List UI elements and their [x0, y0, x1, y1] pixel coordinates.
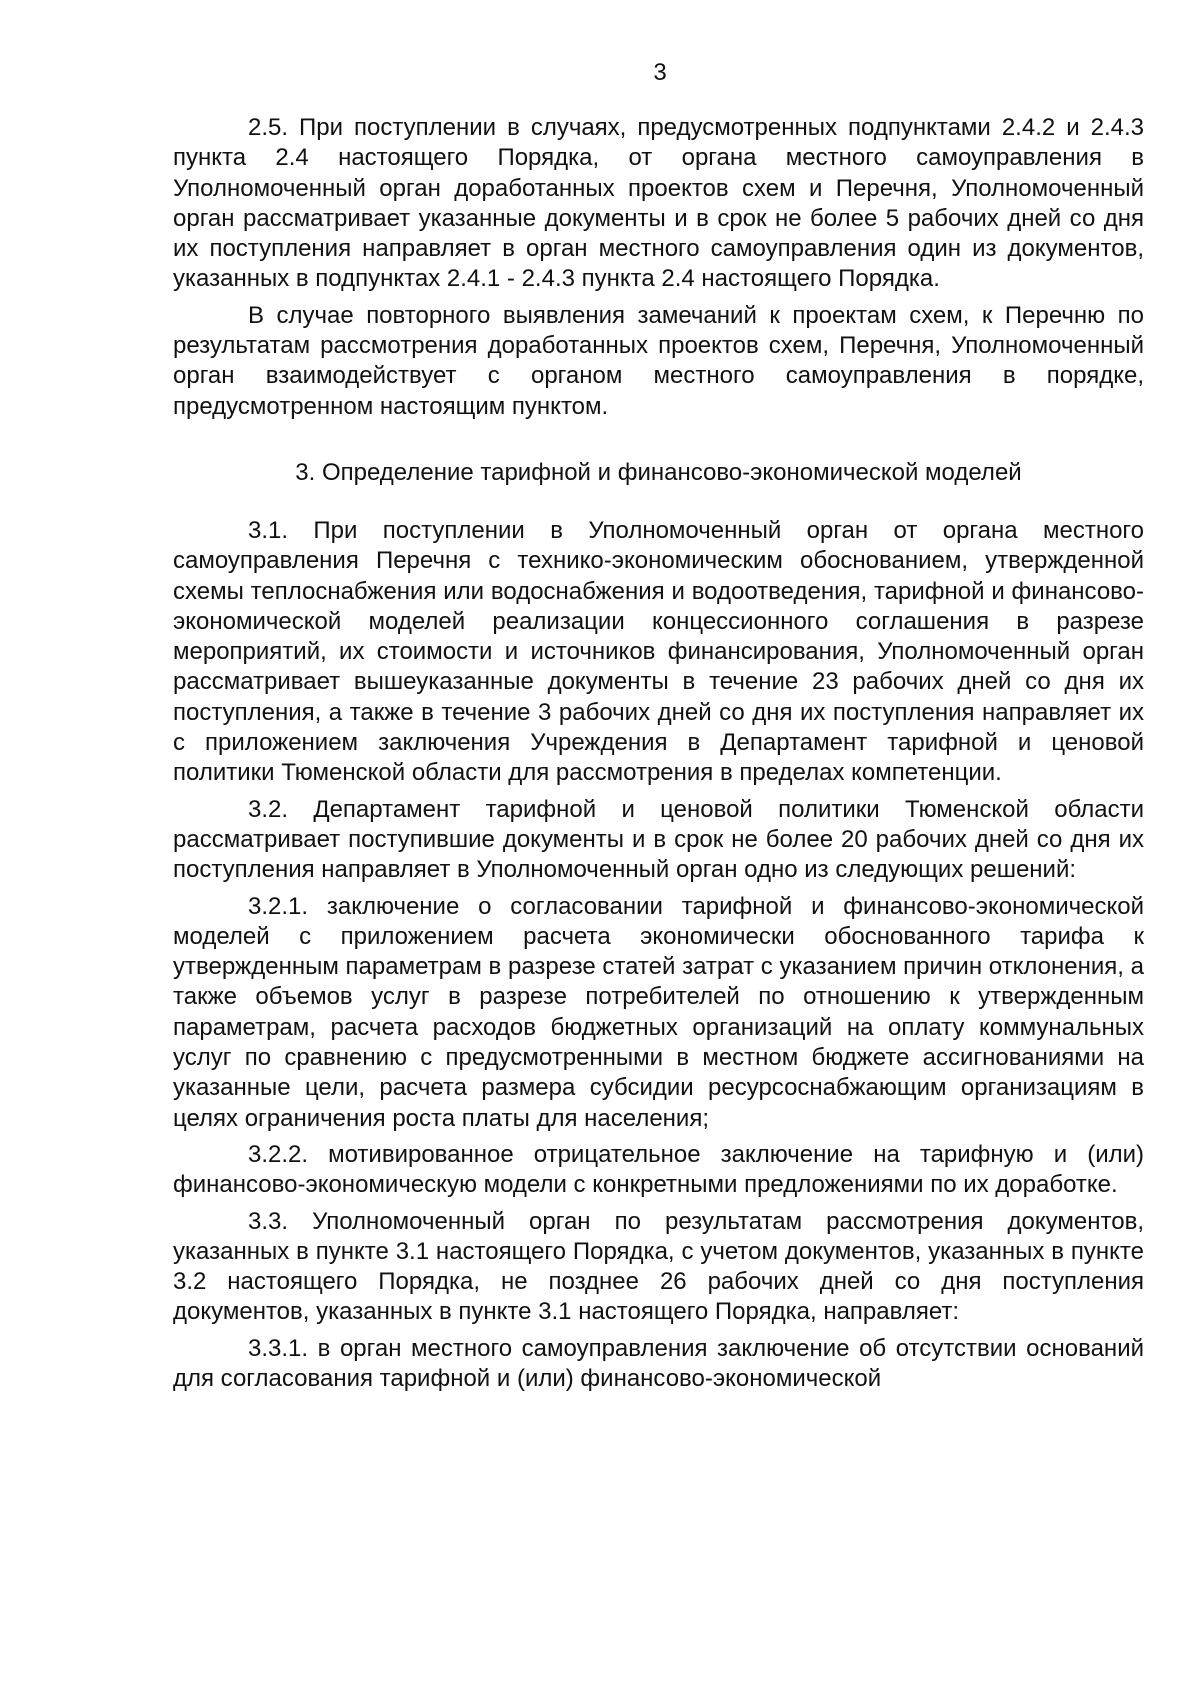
- paragraph-3-1: 3.1. При поступлении в Уполномоченный орган от органа местного самоуправления Перечня с технико-экономическим обоснованием, утвержденной схемы теплоснабжения или водоснабжения и водоотведения, тарифной и финансово-экономической моделей реализации концессионного соглашения в разрезе мероприятий, их стоимости и источников финансирования, Уполномоченный орган рассматривает вышеуказанные документы в течение 23 рабочих дней со дня их поступления, а также в течение 3 рабочих дней со дня их поступления направляет их с приложением заключения Учреждения в Департамент тарифной и ценовой политики Тюменской области для рассмотрения в пределах компетенции.: [173, 516, 1144, 787]
- paragraph-3-3-1: 3.3.1. в орган местного самоуправления заключение об отсутствии оснований для согласования тарифной и (или) финансово-экономической: [173, 1334, 1144, 1392]
- paragraph-3-2-1: 3.2.1. заключение о согласовании тарифной и финансово-экономической моделей с приложением расчета экономически обоснованного тарифа к утвержденным параметрам в разрезе статей затрат с указанием причин отклонения, а также объемов услуг в разрезе потребителей по отношению к утвержденным параметрам, расчета расходов бюджетных организаций на оплату коммунальных услуг по сравнению с предусмотренными в местном бюджете ассигнованиями на указанные цели, расчета размера субсидии ресурсоснабжающим организациям в целях ограничения роста платы для населения;: [173, 892, 1144, 1132]
- paragraph-3-3: 3.3. Уполномоченный орган по результатам рассмотрения документов, указанных в пункте 3.1 настоящего Порядка, с учетом документов, указанных в пункте 3.2 настоящего Порядка, не позднее 26 рабочих дней со дня поступления документов, указанных в пункте 3.1 настоящего Порядка, направляет:: [173, 1207, 1144, 1326]
- page-number: 3: [653, 59, 667, 86]
- paragraph-2-5-repeat: В случае повторного выявления замечаний к проектам схем, к Перечню по результатам рассмотрения доработанных проектов схем, Перечня, Уполномоченный орган взаимодействует с органом местного самоуправления в порядке, предусмотренном настоящим пунктом.: [173, 301, 1144, 420]
- document-body: [173, 113, 1144, 1400]
- section-heading: 3. Определение тарифной и финансово-экономической моделей: [295, 458, 1022, 486]
- paragraph-3-2: 3.2. Департамент тарифной и ценовой политики Тюменской области рассматривает поступившие документы и в срок не более 20 рабочих дней со дня их поступления направляет в Уполномоченный орган одно из следующих решений:: [173, 795, 1144, 884]
- paragraph-3-2-2: 3.2.2. мотивированное отрицательное заключение на тарифную и (или) финансово-экономическую модели с конкретными предложениями по их доработке.: [173, 1140, 1144, 1199]
- paragraph-2-5: 2.5. При поступлении в случаях, предусмотренных подпунктами 2.4.2 и 2.4.3 пункта 2.4 настоящего Порядка, от органа местного самоуправления в Уполномоченный орган доработанных проектов схем и Перечня, Уполномоченный орган рассматривает указанные документы и в срок не более 5 рабочих дней со дня их поступления направляет в орган местного самоуправления один из документов, указанных в подпунктах 2.4.1 - 2.4.3 пункта 2.4 настоящего Порядка.: [173, 114, 1144, 293]
